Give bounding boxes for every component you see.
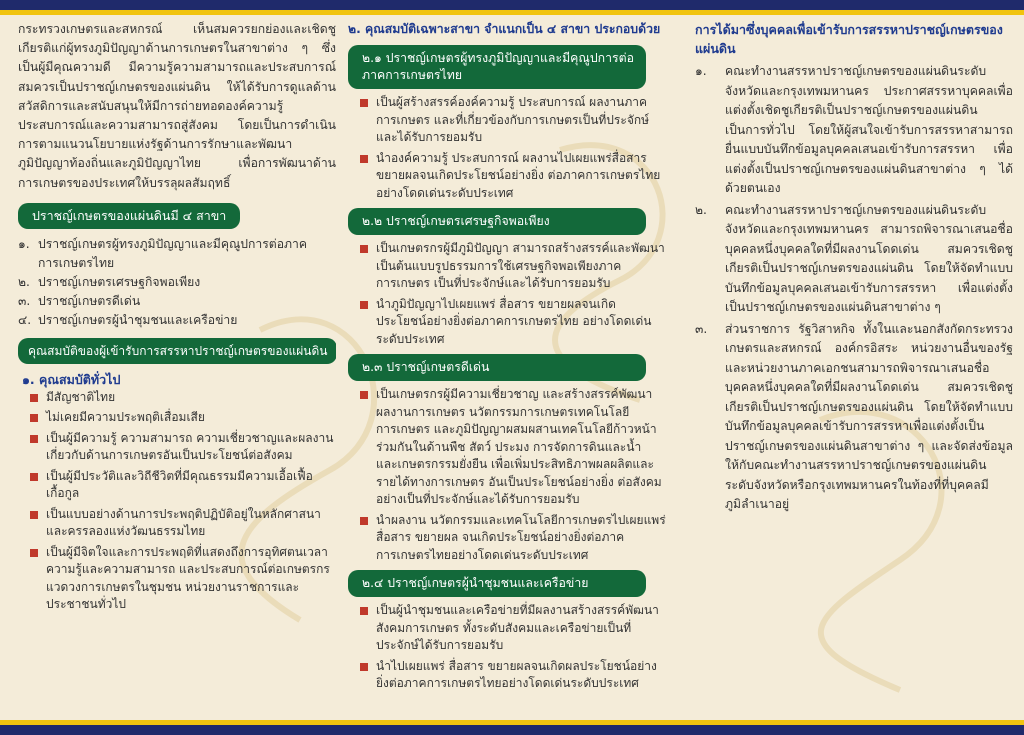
section-item-text: เป็นผู้สร้างสรรค์องค์ความรู้ ประสบการณ์ ผลงานภาคการเกษตร และที่เกี่ยวข้องกับการเกษตรเป็นที่ประจักษ์และได้รับการยอมรับ <box>376 95 650 144</box>
branches-title: ปราชญ์เกษตรของแผ่นดินมี ๔ สาขา <box>18 203 240 229</box>
nomination-number: ๓. <box>695 321 708 336</box>
column-right <box>695 20 1013 716</box>
qualification-text: ไม่เคยมีความประพฤติเสื่อมเสีย <box>46 410 205 425</box>
specific-sections <box>348 45 666 693</box>
qualification-text: เป็นผู้มีจิตใจและการประพฤติที่แสดงถึงการอุทิศตนเวลา ความรู้และความสามารถ และประสบการณ์ต่อเกษตรกร แวดวงการเกษตรในชุมชน หน่วยงานราชการและประชาชนทั่วไป <box>46 544 330 612</box>
section-item <box>348 150 666 203</box>
qualification-item <box>18 409 336 427</box>
qualification-item <box>18 544 336 614</box>
branch-number: ๔. <box>18 312 32 327</box>
general-qualifications-list <box>18 389 336 614</box>
nomination-text: ส่วนราชการ รัฐวิสาหกิจ ทั้งในและนอกสังกัดกระทรวงเกษตรและสหกรณ์ องค์กรอิสระ หน่วยงานอื่นของรัฐ และหน่วยงานภาคเอกชนสามารถพิจารณาเสนอชื่อบุคคลหนึ่งบุคคลใดที่มีผลงานโดดเด่น สมควรเชิดชูเกียรติเป็นปราชญ์เกษตรของแผ่นดิน โดยให้จัดทำแบบบันทึกข้อมูลบุคคลเข้ารับการสรรหาเพื่อแต่งตั้งเป็นปราชญ์เกษตรของแผ่นดินสาขาต่าง ๆ และจัดส่งข้อมูลให้กับคณะทำงานสรรหาปราชญ์เกษตรของแผ่นดินระดับจังหวัดหรือกรุงเทพมหานครในท้องที่ที่บุคคลมีภูมิลำเนาอยู่ <box>725 321 1013 511</box>
column-middle <box>348 20 666 716</box>
section-item-text: นำผลงาน นวัตกรรมและเทคโนโลยีการเกษตรไปเผยแพร่ สื่อสาร ขยายผล จนเกิดประโยชน์อย่างยิ่งต่อภาคการเกษตรไทยอย่างโดดเด่นระดับประเทศ <box>376 512 666 562</box>
section-item <box>348 94 666 147</box>
section-title: ๒.๒ ปราชญ์เกษตรเศรษฐกิจพอเพียง <box>348 208 646 235</box>
bullet-icon <box>30 414 38 422</box>
general-qualifications-heading: ๑. คุณสมบัติทั่วไป <box>22 371 121 387</box>
nomination-number: ๑. <box>695 64 707 78</box>
nomination-list <box>695 62 1013 515</box>
bullet-icon <box>360 99 368 107</box>
section-item <box>348 658 666 693</box>
section-item-text: นำไปเผยแพร่ สื่อสาร ขยายผลจนเกิดผลประโยชน์อย่างยิ่งต่อภาคการเกษตรไทยอย่างโดดเด่นระดับประเทศ <box>376 658 657 690</box>
qualification-text: มีสัญชาติไทย <box>46 389 116 404</box>
section-item <box>348 240 666 293</box>
bullet-icon <box>30 473 38 481</box>
bullet-icon <box>360 663 368 671</box>
section-item <box>348 386 666 509</box>
bullet-icon <box>360 517 368 525</box>
nomination-item <box>695 62 1013 199</box>
section-items <box>348 602 666 693</box>
section-item-text: เป็นผู้นำชุมชนและเครือข่ายที่มีผลงานสร้างสรรค์พัฒนาสังคมการเกษตร ทั้งระดับสังคมและเครือข่ายเป็นที่ประจักษ์ได้รับการยอมรับ <box>376 603 659 652</box>
bullet-icon <box>30 549 38 557</box>
nomination-text: คณะทำงานสรรหาปราชญ์เกษตรของแผ่นดินระดับจังหวัดและกรุงเทพมหานคร สามารถพิจารณาเสนอชื่อบุคคลหนึ่งบุคคลใดที่มีผลงานโดดเด่น สมควรเชิดชูเกียรติเป็นปราชญ์เกษตรของแผ่นดิน โดยให้จัดทำแบบบันทึกข้อมูลบุคคลเสนอเข้ารับการสรรหา เพื่อแต่งตั้งเป็นปราชญ์เกษตรของแผ่นดินสาขาต่าง ๆ <box>725 202 1013 314</box>
branch-label: ปราชญ์เกษตรผู้นำชุมชนและเครือข่าย <box>38 312 238 327</box>
nomination-number: ๒. <box>695 202 707 217</box>
bullet-icon <box>360 391 368 399</box>
qualification-item <box>18 430 336 465</box>
section-item <box>348 296 666 349</box>
intro-paragraph: กระทรวงเกษตรและสหกรณ์ เห็นสมควรยกย่องและเชิดชูเกียรติแก่ผู้ทรงภูมิปัญญาด้านการเกษตรในสาขาต่าง ๆ ซึ่งเป็นผู้มีคุณความดี มีความรู้ความสามารถและประสบการณ์สมควรเป็นปราชญ์เกษตรของแผ่นดิน ให้ได้รับการดูแลด้านสวัสดิการและสนับสนุนให้มีการถ่ายทอดองค์ความรู้ ประสบการณ์และความสามารถสู่สังคม โดยเป็นการดำเนินการตามแนวนโยบายแห่งรัฐด้านการรักษาและพัฒนาภูมิปัญญาท้องถิ่นและภูมิปัญญาไทย เพื่อการพัฒนาด้านการเกษตรของประเทศให้บรรลุผลสัมฤทธิ์ <box>18 22 336 190</box>
branch-label: ปราชญ์เกษตรเศรษฐกิจพอเพียง <box>38 274 201 289</box>
specific-qualifications-heading: ๒. คุณสมบัติเฉพาะสาขา จำแนกเป็น ๔ สาขา ประกอบด้วย <box>348 22 661 36</box>
nomination-heading: การได้มาซึ่งบุคคลเพื่อเข้ารับการสรรหาปราชญ์เกษตรของแผ่นดิน <box>695 22 1003 56</box>
section-title: ๒.๔ ปราชญ์เกษตรผู้นำชุมชนและเครือข่าย <box>348 570 646 597</box>
nomination-text: คณะทำงานสรรหาปราชญ์เกษตรของแผ่นดินระดับจังหวัดและกรุงเทพมหานคร ประกาศสรรหาบุคคลเพื่อแต่งตั้งเชิดชูเกียรติเป็นปราชญ์เกษตรของแผ่นดินเป็นการทั่วไป โดยให้ผู้สนใจเข้ารับการสรรหาสามารถยื่นแบบบันทึกข้อมูลบุคคลเสนอเข้ารับการสรรหา เพื่อแต่งตั้งเป็นปราชญ์เกษตรของแผ่นดินสาขาต่าง ๆ ได้ด้วยตนเอง <box>725 64 1013 195</box>
section-title: ๒.๓ ปราชญ์เกษตรดีเด่น <box>348 354 646 381</box>
branch-item <box>18 273 336 292</box>
bullet-icon <box>360 155 368 163</box>
nomination-item <box>695 201 1013 318</box>
bullet-icon <box>360 245 368 253</box>
section-items <box>348 240 666 348</box>
bullet-icon <box>30 394 38 402</box>
section-item-text: เป็นเกษตรกรผู้มีภูมิปัญญา สามารถสร้างสรรค์และพัฒนาเป็นต้นแบบรูปธรรมการใช้เศรษฐกิจพอเพียงภาคการเกษตร เป็นที่ประจักษ์และได้รับการยอมรับ <box>376 241 665 290</box>
section-items <box>348 94 666 202</box>
section-item <box>348 512 666 565</box>
branch-label: ปราชญ์เกษตรดีเด่น <box>38 293 141 308</box>
column-left <box>18 20 336 716</box>
qualification-item <box>18 506 336 541</box>
branch-number: ๑. <box>18 236 30 251</box>
bullet-icon <box>30 435 38 443</box>
qualifications-title: คุณสมบัติของผู้เข้ารับการสรรหาปราชญ์เกษตรของแผ่นดิน <box>18 338 336 364</box>
section-items <box>348 386 666 564</box>
qualification-text: เป็นผู้มีความรู้ ความสามารถ ความเชี่ยวชาญและผลงานเกี่ยวกับด้านการเกษตรอันเป็นประโยชน์ต่อสังคม <box>46 430 334 463</box>
branch-item <box>18 311 336 330</box>
qualification-text: เป็นแบบอย่างด้านการประพฤติปฏิบัติอยู่ในหลักศาสนาและครรลองแห่งวัฒนธรรมไทย <box>46 506 321 539</box>
section-item <box>348 602 666 655</box>
qualification-text: เป็นผู้มีประวัติและวิถีชีวิตที่มีคุณธรรมมีความเอื้อเฟื้อเกื้อกูล <box>46 468 313 501</box>
qualification-item <box>18 468 336 503</box>
qualification-item <box>18 389 336 407</box>
section-title: ๒.๑ ปราชญ์เกษตรผู้ทรงภูมิปัญญาและมีคุณูปการต่อภาคการเกษตรไทย <box>348 45 646 89</box>
nomination-item <box>695 320 1013 515</box>
section-item-text: นำภูมิปัญญาไปเผยแพร่ สื่อสาร ขยายผลจนเกิดประโยชน์อย่างยิ่งต่อภาคการเกษตรไทย อย่างโดดเด่นระดับประเทศ <box>376 296 652 346</box>
bullet-icon <box>360 607 368 615</box>
branches-list <box>18 235 336 330</box>
branch-item <box>18 292 336 311</box>
branch-label: ปราชญ์เกษตรผู้ทรงภูมิปัญญาและมีคุณูปการต่อภาคการเกษตรไทย <box>38 236 308 270</box>
section-item-text: เป็นเกษตรกรผู้มีความเชี่ยวชาญ และสร้างสรรค์พัฒนาผลงานการเกษตร นวัตกรรมการเกษตรเทคโนโลยีการเกษตร และภูมิปัญญาผสมผสานเทคโนโลยีก้าวหน้าร่วมกันในด้านพืช สัตว์ ประมง การจัดการดินและน้ำ และเกษตรกรรมยั่งยืน เพื่อเพิ่มประสิทธิภาพผลผลิตและรายได้ทางการเกษตร อันเป็นประโยชน์อย่างยิ่ง ต่อสังคมอย่างเป็นที่ประจักษ์และได้รับการยอมรับ <box>376 387 662 506</box>
bullet-icon <box>30 511 38 519</box>
bottom-navy-stripe <box>0 725 1024 735</box>
branch-number: ๓. <box>18 293 31 308</box>
bullet-icon <box>360 301 368 309</box>
branch-item <box>18 235 336 273</box>
section-item-text: นำองค์ความรู้ ประสบการณ์ ผลงานไปเผยแพร่สื่อสาร ขยายผลจนเกิดประโยชน์อย่างยิ่ง ต่อภาคการเกษตรไทยอย่างโดดเด่นระดับประเทศ <box>376 150 661 200</box>
branch-number: ๒. <box>18 274 30 289</box>
